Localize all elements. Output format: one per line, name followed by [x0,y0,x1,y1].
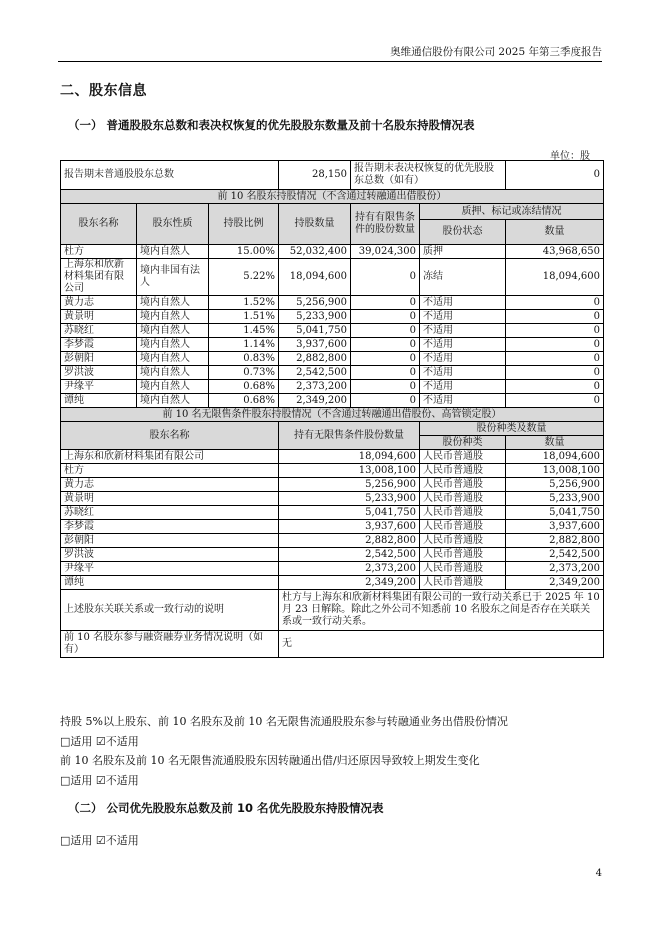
col-name: 股东名称 [61,204,137,245]
u-quantity: 18,094,600 [506,450,604,464]
holding-shares: 2,349,200 [279,394,351,408]
unit-label: 单位：股 [550,151,590,162]
u-shares: 5,041,750 [279,506,420,520]
share-status: 不适用 [420,394,506,408]
top10-row [61,324,604,338]
summary-row [61,161,604,190]
u-shareholder-name: 罗洪波 [61,548,279,562]
u-shareholder-name: 黄景明 [61,492,279,506]
share-status: 不适用 [420,380,506,394]
status-quantity: 0 [506,310,604,324]
holding-shares: 5,041,750 [279,324,351,338]
margin-text: 无 [279,631,604,658]
u-shareholder-name: 黄力志 [61,478,279,492]
col-u-quantity: 数量 [506,436,604,450]
holding-shares: 2,373,200 [279,380,351,394]
top10-row [61,338,604,352]
share-status: 不适用 [420,338,506,352]
summary-value-1: 28,150 [279,161,351,190]
status-quantity: 0 [506,380,604,394]
restricted-shares: 0 [351,352,420,366]
u-shares: 5,256,900 [279,478,420,492]
subsection-title-2: （二） 公司优先股股东总数及前 10 名优先股股东持股情况表 [68,801,384,815]
u-shares: 13,008,100 [279,464,420,478]
unrestricted-row [61,576,604,590]
summary-label-1: 报告期末普通股股东总数 [61,161,279,190]
unrestricted-row [61,548,604,562]
holding-shares: 3,937,600 [279,338,351,352]
unrestricted-row [61,492,604,506]
summary-value-2: 0 [506,161,604,190]
shareholder-name: 彭朝阳 [61,352,137,366]
restricted-shares: 39,024,300 [351,245,420,259]
shareholder-name: 尹缘平 [61,380,137,394]
restricted-shares: 0 [351,394,420,408]
holding-shares: 2,882,800 [279,352,351,366]
shareholder-nature: 境内自然人 [137,352,209,366]
header-rule [58,61,602,62]
restricted-shares: 0 [351,366,420,380]
top10-row [61,296,604,310]
shareholder-name: 上海东和欣新材料集团有限公司 [61,259,137,296]
status-quantity: 0 [506,352,604,366]
u-quantity: 5,233,900 [506,492,604,506]
u-shareholder-name: 苏晓红 [61,506,279,520]
col-ratio: 持股比例 [209,204,279,245]
top10-row [61,366,604,380]
holding-ratio: 0.73% [209,366,279,380]
share-status: 不适用 [420,296,506,310]
unrestricted-row [61,506,604,520]
u-share-type: 人民币普通股 [420,506,506,520]
shareholder-name: 杜方 [61,245,137,259]
unrestricted-title: 前 10 名无限售条件股东持股情况（不含通过转融通出借股份、高管锁定股） [61,408,604,422]
shareholder-nature: 境内非国有法人 [137,259,209,296]
shareholder-nature: 境内自然人 [137,380,209,394]
u-shareholder-name: 李梦霞 [61,520,279,534]
restricted-shares: 0 [351,338,420,352]
unrestricted-row [61,562,604,576]
col-u-name: 股东名称 [61,422,279,450]
section-title: 二、股东信息 [60,83,147,99]
top10-title: 前 10 名股东持股情况（不含通过转融通出借股份） [61,190,604,204]
status-quantity: 18,094,600 [506,259,604,296]
u-share-type: 人民币普通股 [420,478,506,492]
note-line-2: 前 10 名股东及前 10 名无限售流通股股东因转融通出借/归还原因导致较上期发生变化 [60,754,480,767]
shareholder-name: 苏晓红 [61,324,137,338]
top10-row [61,259,604,296]
col-nature: 股东性质 [137,204,209,245]
shareholder-name: 罗洪波 [61,366,137,380]
restricted-shares: 0 [351,259,420,296]
shareholder-name: 李梦霞 [61,338,137,352]
holding-ratio: 5.22% [209,259,279,296]
status-quantity: 0 [506,338,604,352]
share-status: 冻结 [420,259,506,296]
restricted-shares: 0 [351,310,420,324]
share-status: 不适用 [420,324,506,338]
holding-ratio: 15.00% [209,245,279,259]
shareholder-nature: 境内自然人 [137,310,209,324]
holding-ratio: 1.52% [209,296,279,310]
holding-shares: 5,233,900 [279,310,351,324]
status-quantity: 43,968,650 [506,245,604,259]
unrestricted-title-row [61,408,604,422]
relation-text: 杜方与上海东和欣新材料集团有限公司的一致行动关系已于 2025 年 10 月 23 日解除。除此之外公司不知悉前 10 名股东之间是否存在关联关系或一致行动关系。 [279,590,604,631]
restricted-shares: 0 [351,296,420,310]
u-shareholder-name: 谭纯 [61,576,279,590]
summary-label-2: 报告期末表决权恢复的优先股股东总数（如有） [351,161,506,190]
page-number: 4 [595,868,602,879]
col-u-type-group: 股份种类及数量 [420,422,604,436]
top10-row [61,380,604,394]
col-shares: 持股数量 [279,204,351,245]
u-shares: 2,542,500 [279,548,420,562]
share-status: 不适用 [420,352,506,366]
status-quantity: 0 [506,296,604,310]
u-shareholder-name: 上海东和欣新材料集团有限公司 [61,450,279,464]
shareholder-nature: 境内自然人 [137,324,209,338]
shareholder-nature: 境内自然人 [137,394,209,408]
unrestricted-row [61,520,604,534]
u-quantity: 2,373,200 [506,562,604,576]
u-share-type: 人民币普通股 [420,492,506,506]
top10-row [61,352,604,366]
restricted-shares: 0 [351,324,420,338]
unrestricted-header-row [61,422,604,436]
holding-shares: 5,256,900 [279,296,351,310]
u-quantity: 2,542,500 [506,548,604,562]
col-u-type: 股份种类 [420,436,506,450]
holding-ratio: 1.14% [209,338,279,352]
u-shares: 3,937,600 [279,520,420,534]
share-status: 不适用 [420,310,506,324]
holding-shares: 2,542,500 [279,366,351,380]
u-quantity: 2,882,800 [506,534,604,548]
top10-header-row [61,204,604,220]
u-quantity: 5,041,750 [506,506,604,520]
u-shares: 2,882,800 [279,534,420,548]
u-share-type: 人民币普通股 [420,548,506,562]
u-shares: 2,349,200 [279,576,420,590]
status-quantity: 0 [506,394,604,408]
notes-block [60,712,508,790]
holding-ratio: 1.45% [209,324,279,338]
relation-label: 上述股东关联关系或一致行动的说明 [61,590,279,631]
top10-row [61,245,604,259]
shareholder-nature: 境内自然人 [137,296,209,310]
u-quantity: 13,008,100 [506,464,604,478]
col-restricted: 持有有限售条件的股份数量 [351,204,420,245]
u-share-type: 人民币普通股 [420,576,506,590]
u-shareholder-name: 杜方 [61,464,279,478]
holding-shares: 52,032,400 [279,245,351,259]
restricted-shares: 0 [351,380,420,394]
holding-ratio: 0.83% [209,352,279,366]
col-status: 股份状态 [420,220,506,245]
holding-shares: 18,094,600 [279,259,351,296]
u-shares: 2,373,200 [279,562,420,576]
u-share-type: 人民币普通股 [420,534,506,548]
u-shares: 5,233,900 [279,492,420,506]
u-shareholder-name: 彭朝阳 [61,534,279,548]
unrestricted-row [61,464,604,478]
status-quantity: 0 [506,324,604,338]
subsection-title-1: （一） 普通股股东总数和表决权恢复的优先股股东数量及前十名股东持股情况表 [68,118,475,132]
holding-ratio: 0.68% [209,394,279,408]
shareholder-nature: 境内自然人 [137,338,209,352]
holding-ratio: 0.68% [209,380,279,394]
u-share-type: 人民币普通股 [420,562,506,576]
unrestricted-row [61,478,604,492]
u-shareholder-name: 尹缘平 [61,562,279,576]
u-share-type: 人民币普通股 [420,520,506,534]
share-status: 质押 [420,245,506,259]
shareholder-nature: 境内自然人 [137,366,209,380]
u-shares: 18,094,600 [279,450,420,464]
top10-row [61,394,604,408]
unrestricted-row [61,534,604,548]
status-quantity: 0 [506,366,604,380]
note-line-1: 持股 5%以上股东、前 10 名股东及前 10 名无限售流通股股东参与转融通业务出借股份情况 [60,715,508,728]
page-header: 奥维通信股份有限公司 2025 年第三季度报告 [390,46,602,58]
margin-label: 前 10 名股东参与融资融券业务情况说明（如有） [61,631,279,658]
note-option-1: □适用 ☑不适用 [60,734,139,748]
shareholder-name: 黄力志 [61,296,137,310]
u-quantity: 5,256,900 [506,478,604,492]
note-option-2: □适用 ☑不适用 [60,773,139,787]
margin-row [61,631,604,658]
share-status: 不适用 [420,366,506,380]
sub2-option: □适用 ☑不适用 [60,834,139,847]
u-quantity: 2,349,200 [506,576,604,590]
col-pledge-group: 质押、标记或冻结情况 [420,204,604,220]
relation-row [61,590,604,631]
u-share-type: 人民币普通股 [420,464,506,478]
col-quantity: 数量 [506,220,604,245]
u-quantity: 3,937,600 [506,520,604,534]
shareholder-nature: 境内自然人 [137,245,209,259]
unrestricted-row [61,450,604,464]
shareholder-table [60,160,604,658]
col-u-shares: 持有无限售条件股份数量 [279,422,420,450]
shareholder-name: 谭纯 [61,394,137,408]
u-share-type: 人民币普通股 [420,450,506,464]
shareholder-name: 黄景明 [61,310,137,324]
top10-title-row [61,190,604,204]
top10-row [61,310,604,324]
holding-ratio: 1.51% [209,310,279,324]
